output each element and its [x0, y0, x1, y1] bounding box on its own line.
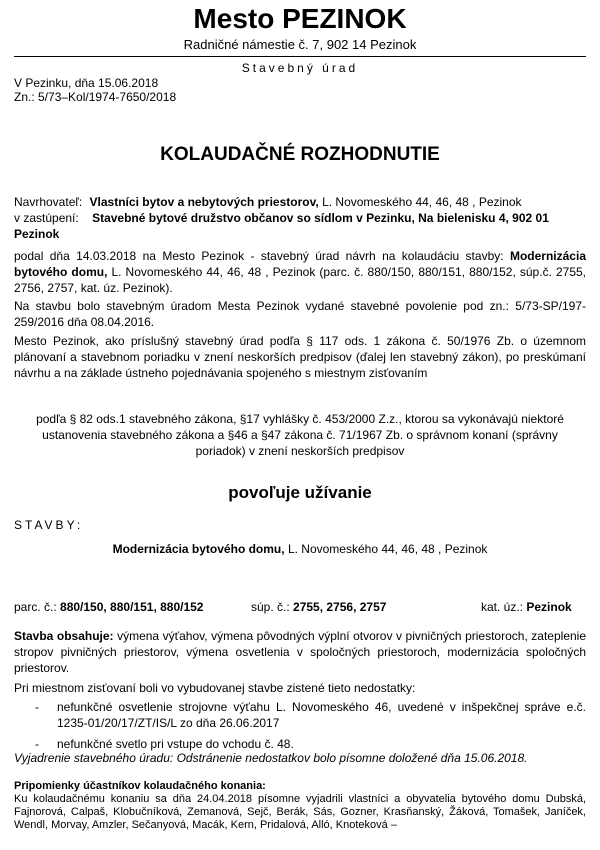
municipality-address: Radničné námestie č. 7, 902 14 Pezinok — [183, 37, 417, 52]
defect-text: nefunkčné svetlo pri vstupe do vchodu č. 48. — [57, 737, 294, 751]
comments-heading: Pripomienky účastníkov kolaudačného konania: — [14, 780, 266, 792]
defect-dash: - — [35, 737, 39, 751]
comments-text: Ku kolaudačnému konaniu sa dňa 24.04.2018 písomne vyjadrili vlastníci a obyvatelia bytového domu Dubská, Fajnorová, Calpaš, Klobučníková, Zemanová, Sejč, Berák, Sás, Gozner, Krasňanský, Žáková, Tomašek, Janíček, Wendl, Morvay, Amzler, Sečanyová, Macák, Kern, Pridalová, Alló, Knoteková – — [14, 793, 586, 831]
representative-label: v zastúpení: — [14, 211, 79, 225]
building-address: L. Novomeského 44, 46, 48 , Pezinok — [284, 542, 488, 556]
applicant-line — [14, 194, 586, 210]
legal-basis-paragraph: podľa § 82 ods.1 stavebného zákona, §17 vyhlášky č. 453/2000 Z.z., ktorou sa vykonávajú niektoré ustanovenia stavebného zákona a §46 a §47 zákona č. 71/1967 Zb. o správnom konaní (správny poriadok) v znení neskorších predpisov — [36, 412, 564, 458]
municipality-title: Mesto PEZINOK — [193, 3, 407, 34]
date-line: V Pezinku, dňa 15.06.2018 — [14, 76, 159, 90]
applicant-name: Vlastníci bytov a nebytových priestorov, — [89, 195, 319, 209]
cadastral-area — [481, 599, 572, 615]
registry-label: súp. č.: — [251, 600, 294, 614]
representative-name: Stavebné bytové družstvo občanov so sídlom v Pezinku, Na bielenisku 4, 902 01 — [92, 211, 549, 225]
cadastral-label: kat. úz.: — [481, 600, 527, 614]
defects-intro: Pri miestnom zisťovaní boli vo vybudovanej stavbe zistené tieto nedostatky: — [14, 681, 416, 695]
building-name: Modernizácia bytového domu, — [112, 542, 285, 556]
defect-text: nefunkčné osvetlenie strojovne výťahu L. Novomeského 46, uvedené v inšpekčnej správe e.č. 1235-01/20/17/ZT/IS/L zo dňa 26.06.2017 — [57, 700, 586, 730]
contents-paragraph — [14, 628, 586, 676]
defect-item — [35, 736, 586, 752]
parcel-value: 880/150, 880/151, 880/152 — [60, 600, 204, 614]
reference-number: Zn.: 5/73–Kol/1974-7650/2018 — [14, 90, 177, 104]
permit-paragraph: Na stavbu bolo stavebným úradom Mesta Pezinok vydané stavebné povolenie pod zn.: 5/73-SP/197-259/2016 dňa 08.04.2016. — [14, 299, 586, 329]
registry-numbers — [251, 599, 386, 615]
contents-text: výmena výťahov, výmena pôvodných výplní otvorov v pivničných priestoroch, zateplenie stropov pivničných priestorov, výmena osvetlenia v spoločných priestoroch, modernizácia spoločných priestorov. — [14, 629, 587, 675]
authority-paragraph: Mesto Pezinok, ako príslušný stavebný úrad podľa § 117 ods. 1 zákona č. 50/1976 Zb. o územnom plánovaní a stavebnom poriadku v znení neskorších predpisov (ďalej len stavebný zákon), po preskúmaní návrhu a na základe ústneho pojednávania spojeného s miestnym zisťovaním — [14, 334, 586, 380]
document-title: KOLAUDAČNÉ ROZHODNUTIE — [160, 144, 440, 165]
representative-line — [14, 210, 586, 226]
contents-label: Stavba obsahuje: — [14, 629, 114, 643]
application-text-1: podal dňa 14.03.2018 na Mesto Pezinok - stavebný úrad návrh na kolaudáciu stavby: — [14, 249, 510, 263]
applicant-address: L. Novomeského 44, 46, 48 , Pezinok — [318, 195, 522, 209]
registry-value: 2755, 2756, 2757 — [293, 600, 387, 614]
application-paragraph — [14, 248, 586, 296]
application-building: Modernizácia bytového domu, — [14, 249, 586, 279]
parcel-numbers — [14, 599, 203, 615]
defect-dash: - — [35, 700, 39, 714]
stavby-label: STAVBY: — [14, 518, 84, 532]
cadastral-value: Pezinok — [526, 600, 572, 614]
representative-city: Pezinok — [14, 227, 60, 241]
parcel-label: parc. č.: — [14, 600, 61, 614]
office-statement: Vyjadrenie stavebného úradu: Odstránenie nedostatkov bolo písomne doložené dňa 15.06.2018. — [14, 751, 528, 765]
application-text-2: L. Novomeského 44, 46, 48 , Pezinok (parc. č. 880/150, 880/151, 880/152, súp.č. 2755, 2756, 2757, kat. úz. Pezinok). — [14, 265, 586, 295]
header-rule — [14, 56, 586, 57]
defect-item — [35, 699, 586, 731]
building-line — [0, 541, 600, 557]
office-name: Stavebný úrad — [241, 61, 359, 75]
decision-heading: povoľuje užívanie — [228, 483, 372, 502]
applicant-label: Navrhovateľ: — [14, 195, 83, 209]
